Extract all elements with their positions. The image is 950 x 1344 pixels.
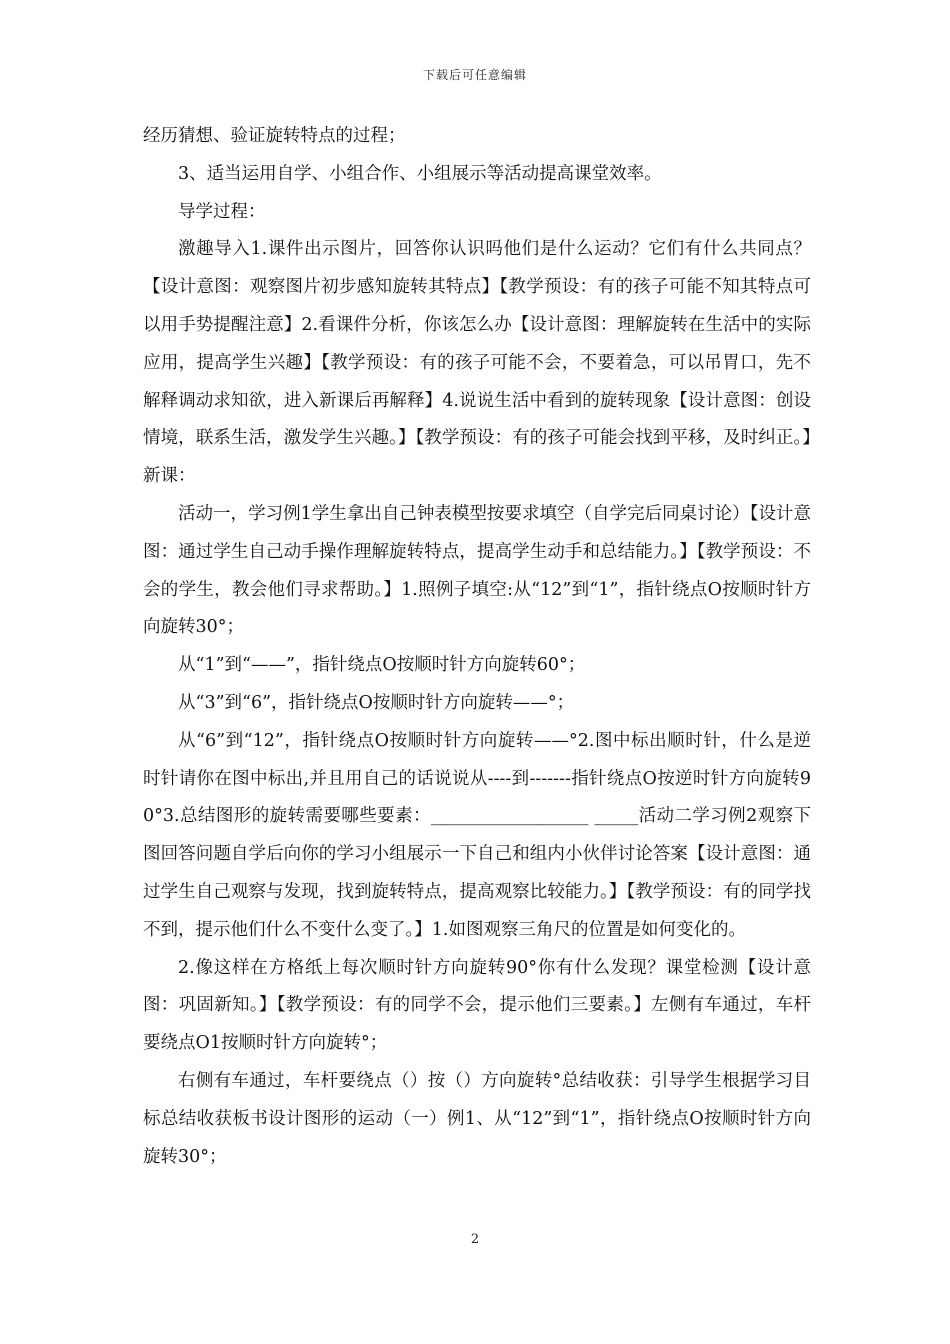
paragraph-9: 2.像这样在方格纸上每次顺时针方向旋转90°你有什么发现？课堂检测【设计意图：巩固新知。】【教学预设：有的同学不会，提示他们三要素。】左侧有车通过，车杆要绕点O1按顺时针方向旋转°； (143, 957, 811, 1054)
page-header: 下载后可任意编辑 (422, 68, 527, 82)
paragraph-8: 从“6”到“12”，指针绕点O按顺时针方向旋转——°2.图中标出顺时针，什么是逆时针请你在图中标出,并且用自己的话说说从----到-------指针绕点O按逆时针方向旋转90°3.总结图形的旋转需要哪些要素：__________________ _____活动二学习例2观察下图回答问题自学后向你的学习小组展示一下自己和组内小伙伴讨论答案【设计意图：通过学生自己观察与发现，找到旋转特点，提高观察比较能力。】【教学预设：有的同学找不到，提示他们什么不变什么变了。】1.如图观察三角尺的位置是如何变化的。 (143, 730, 811, 940)
paragraph-1: 经历猜想、验证旋转特点的过程； (143, 126, 406, 146)
paragraph-2: 3、适当运用自学、小组合作、小组展示等活动提高课堂效率。 (178, 163, 662, 184)
paragraph-4: 激趣导入1.课件出示图片，回答你认识吗他们是什么运动？它们有什么共同点？【设计意图：观察图片初步感知旋转其特点】【教学预设：有的孩子可能不知其特点可以用手势提醒注意】2.看课件分析，你该怎么办【设计意图：理解旋转在生活中的实际应用，提高学生兴趣】【教学预设：有的孩子可能不会，不要着急，可以吊胃口，先不解释调动求知欲，进入新课后再解释】4.说说生活中看到的旋转现象【设计意图：创设情境，联系生活，激发学生兴趣。】【教学预设：有的孩子可能会找到平移，及时纠正。】新课： (143, 239, 811, 487)
paragraph-3: 导学过程： (178, 201, 266, 222)
paragraph-6: 从“1”到“——”，指针绕点O按顺时针方向旋转60°； (178, 655, 586, 676)
paragraph-5: 活动一，学习例1学生拿出自己钟表模型按要求填空（自学完后同桌讨论）【设计意图：通过学生自己动手操作理解旋转特点，提高学生动手和总结能力。】【教学预设：不会的学生，教会他们寻求帮助。】1.照例子填空:从“12”到“1”，指针绕点O按顺时针方向旋转30°； (143, 503, 811, 638)
page-number: 2 (470, 1232, 480, 1247)
paragraph-10: 右侧有车通过，车杆要绕点（）按（）方向旋转°总结收获：引导学生根据学习目标总结收获板书设计图形的运动（一）例1、从“12”到“1”，指针绕点O按顺时针方向旋转30°； (143, 1070, 811, 1167)
paragraph-7: 从“3”到“6”，指针绕点O按顺时针方向旋转——°； (178, 692, 575, 713)
document-body (143, 118, 811, 1176)
